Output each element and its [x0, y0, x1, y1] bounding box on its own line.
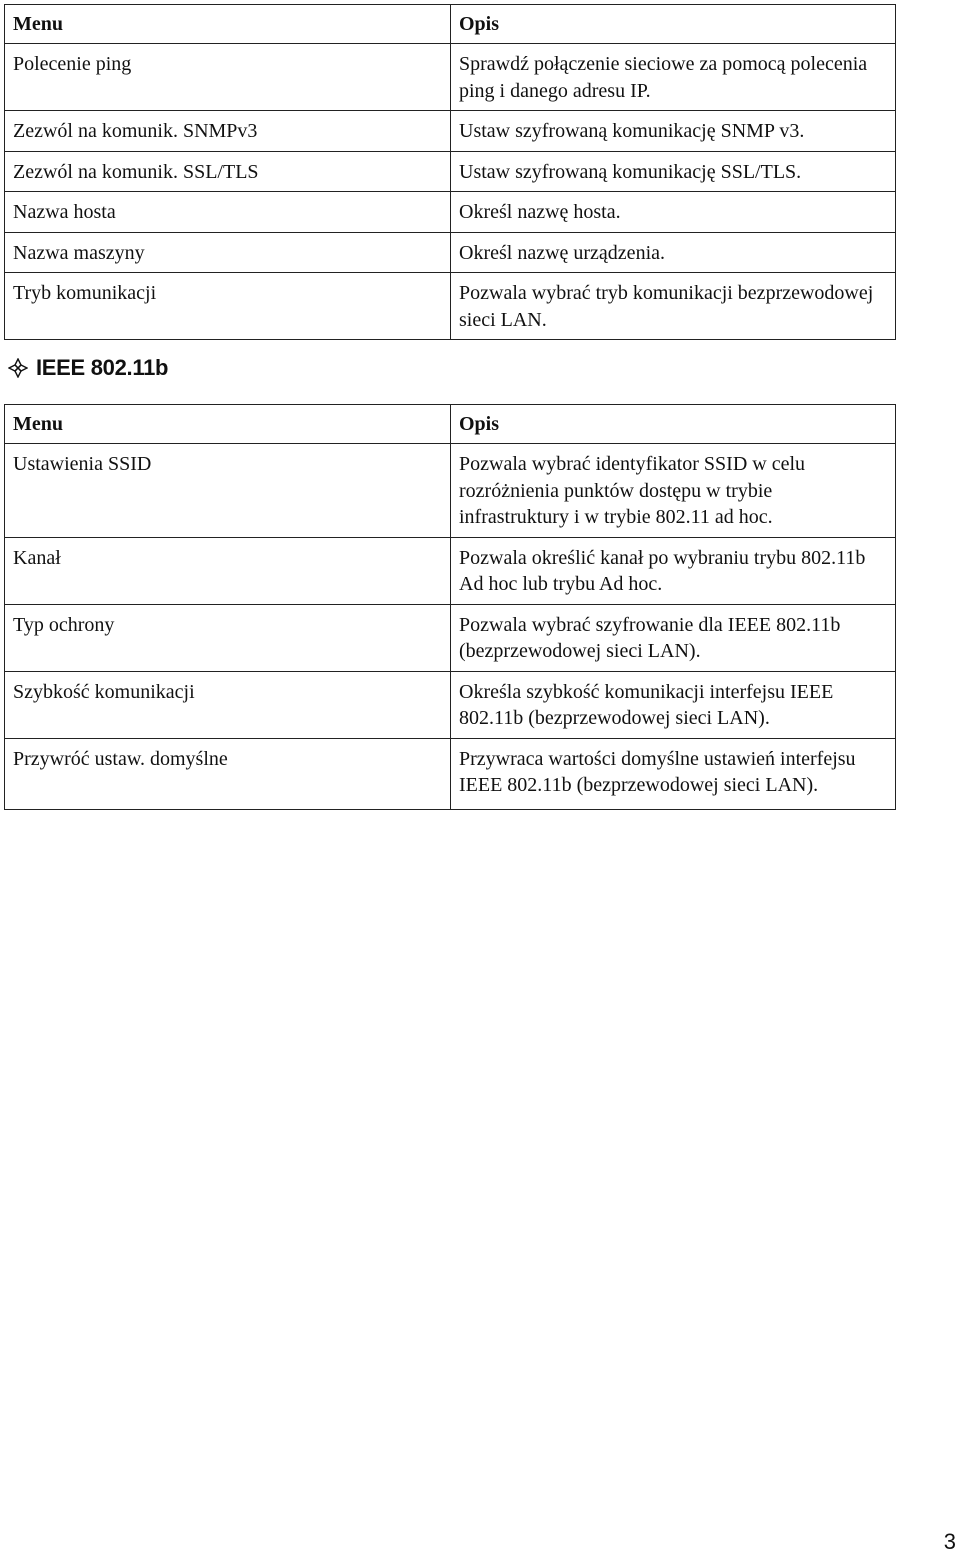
table-row — [5, 44, 896, 111]
network-settings-table — [4, 4, 896, 340]
description-cell: Określ nazwę hosta. — [451, 192, 896, 233]
description-cell: Sprawdź połączenie sieciowe za pomocą polecenia ping i danego adresu IP. — [451, 44, 896, 111]
table-row — [5, 192, 896, 233]
table-row — [5, 671, 896, 738]
description-cell: Określ nazwę urządzenia. — [451, 232, 896, 273]
menu-item-cell: Tryb komunikacji — [5, 273, 451, 340]
menu-item-cell: Zezwól na komunik. SSL/TLS — [5, 151, 451, 192]
menu-item-cell: Typ ochrony — [5, 604, 451, 671]
table-row — [5, 604, 896, 671]
description-column-header: Opis — [451, 5, 896, 44]
description-cell: Pozwala wybrać identyfikator SSID w celu rozróżnienia punktów dostępu w trybie infrastruktury i w trybie 802.11 ad hoc. — [451, 444, 896, 538]
menu-item-cell: Ustawienia SSID — [5, 444, 451, 538]
menu-item-cell: Nazwa hosta — [5, 192, 451, 233]
table-row — [5, 738, 896, 809]
description-cell: Ustaw szyfrowaną komunikację SSL/TLS. — [451, 151, 896, 192]
ieee-80211b-settings-table — [4, 404, 896, 810]
menu-column-header: Menu — [5, 5, 451, 44]
table-row — [5, 232, 896, 273]
description-cell: Pozwala wybrać szyfrowanie dla IEEE 802.11b (bezprzewodowej sieci LAN). — [451, 604, 896, 671]
description-cell: Ustaw szyfrowaną komunikację SNMP v3. — [451, 111, 896, 152]
section-title: IEEE 802.11b — [36, 355, 169, 380]
table-header-row — [5, 5, 896, 44]
table-row — [5, 444, 896, 538]
table-header-row — [5, 405, 896, 444]
table-row — [5, 111, 896, 152]
description-cell: Pozwala wybrać tryb komunikacji bezprzewodowej sieci LAN. — [451, 273, 896, 340]
table-row — [5, 537, 896, 604]
page-number: 3 — [943, 1529, 956, 1554]
menu-item-cell: Polecenie ping — [5, 44, 451, 111]
description-cell: Przywraca wartości domyślne ustawień interfejsu IEEE 802.11b (bezprzewodowej sieci LAN). — [451, 738, 896, 809]
table-row — [5, 273, 896, 340]
menu-item-cell: Nazwa maszyny — [5, 232, 451, 273]
menu-item-cell: Kanał — [5, 537, 451, 604]
table-row — [5, 151, 896, 192]
description-column-header: Opis — [451, 405, 896, 444]
menu-item-cell: Szybkość komunikacji — [5, 671, 451, 738]
menu-column-header: Menu — [5, 405, 451, 444]
description-cell: Pozwala określić kanał po wybraniu trybu 802.11b Ad hoc lub trybu Ad hoc. — [451, 537, 896, 604]
diamond-bullet-icon — [8, 358, 28, 378]
menu-item-cell: Przywróć ustaw. domyślne — [5, 738, 451, 809]
description-cell: Określa szybkość komunikacji interfejsu IEEE 802.11b (bezprzewodowej sieci LAN). — [451, 671, 896, 738]
section-heading — [8, 355, 168, 381]
menu-item-cell: Zezwól na komunik. SNMPv3 — [5, 111, 451, 152]
